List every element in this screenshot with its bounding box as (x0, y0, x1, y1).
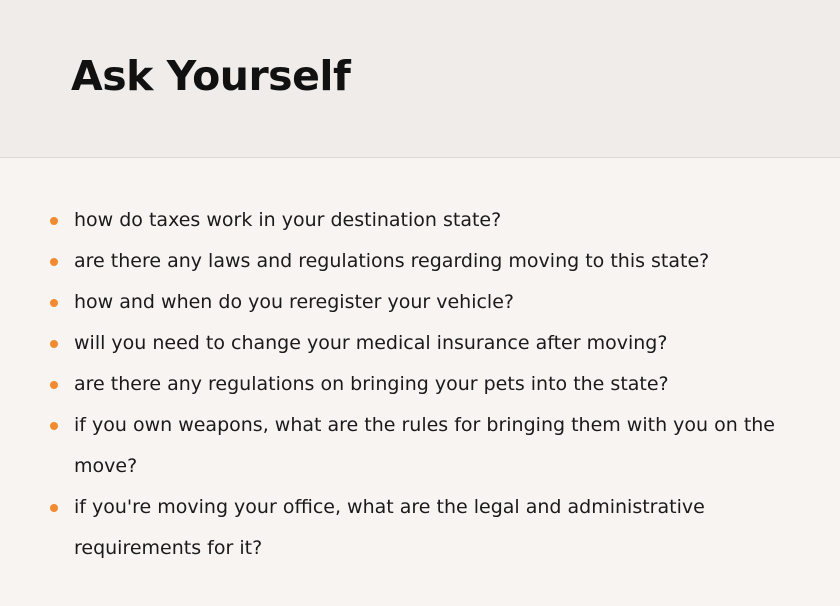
list-item-text: are there any regulations on bringing your pets into the state? (74, 373, 669, 395)
bullet-dot-icon (50, 299, 58, 307)
list-item (46, 405, 796, 487)
list-item-text: if you're moving your office, what are the legal and administrative requirements for it? (74, 496, 705, 559)
list-item (46, 487, 796, 569)
bullet-dot-icon (50, 381, 58, 389)
list-item (46, 200, 796, 241)
list-item (46, 282, 796, 323)
list-item-text: are there any laws and regulations regarding moving to this state? (74, 250, 710, 272)
list-item (46, 323, 796, 364)
bullet-dot-icon (50, 422, 58, 430)
question-list (46, 200, 796, 569)
list-item-text: how do taxes work in your destination state? (74, 209, 502, 231)
list-item-text: if you own weapons, what are the rules for bringing them with you on the move? (74, 414, 775, 477)
list-item (46, 241, 796, 282)
bullet-dot-icon (50, 258, 58, 266)
list-item-text: how and when do you reregister your vehicle? (74, 291, 514, 313)
bullet-dot-icon (50, 340, 58, 348)
list-item-text: will you need to change your medical insurance after moving? (74, 332, 668, 354)
bullet-dot-icon (50, 217, 58, 225)
list-item (46, 364, 796, 405)
page-title: Ask Yourself (71, 52, 351, 100)
bullet-dot-icon (50, 504, 58, 512)
card-header (0, 0, 840, 158)
